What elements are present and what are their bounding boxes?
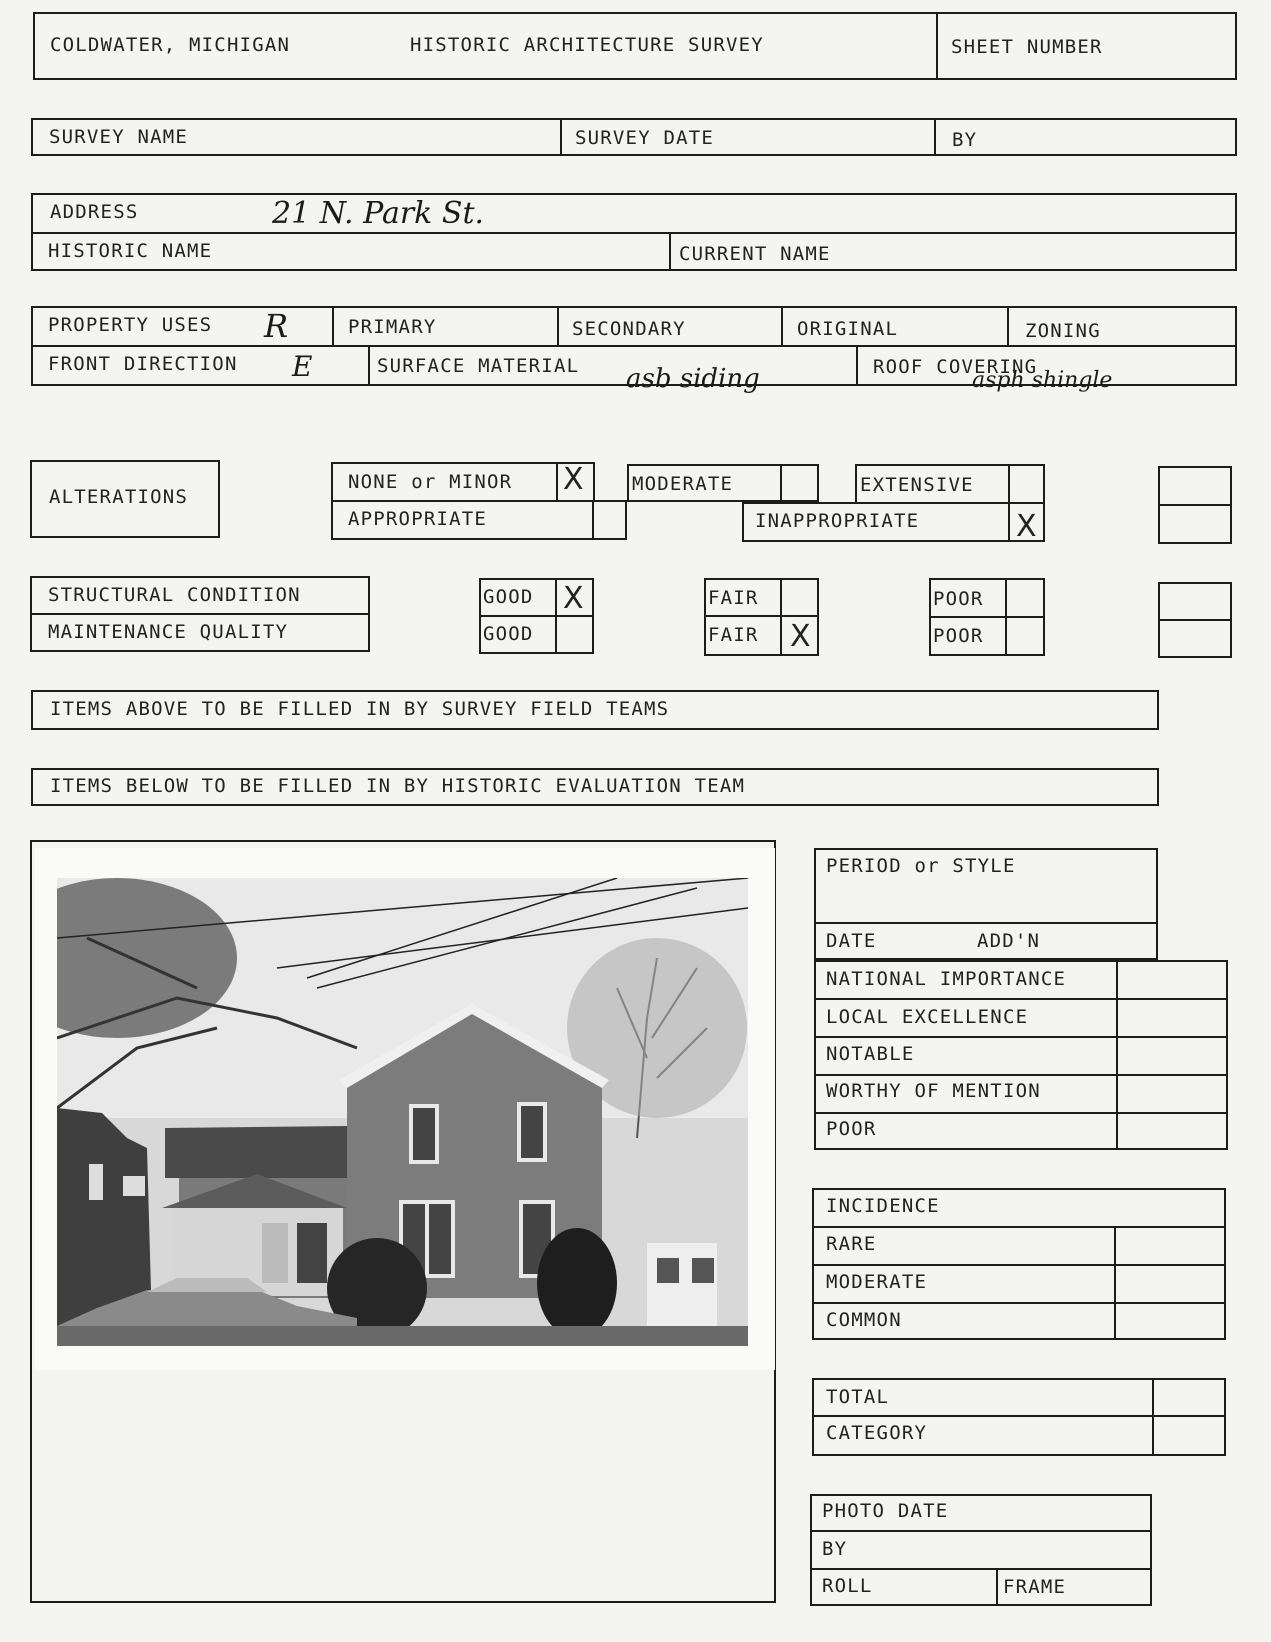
importance-row-2 bbox=[816, 1036, 1226, 1038]
prop-div-6 bbox=[856, 346, 858, 384]
address-label: ADDRESS bbox=[50, 201, 139, 223]
name-divider bbox=[669, 233, 671, 269]
historic-name-label: HISTORIC NAME bbox=[48, 240, 213, 262]
date-label: DATE bbox=[826, 930, 877, 952]
primary-label: PRIMARY bbox=[348, 316, 437, 338]
incidence-score-divider bbox=[1114, 1228, 1116, 1338]
poor-eval-label: POOR bbox=[826, 1118, 877, 1140]
prop-div-3 bbox=[781, 308, 783, 345]
sheet-number-label: SHEET NUMBER bbox=[951, 36, 1103, 58]
alterations-score-divider bbox=[1160, 504, 1230, 506]
moderate-alt-label: MODERATE bbox=[632, 473, 734, 495]
maintenance-poor-label: POOR bbox=[933, 625, 984, 647]
good-checkbox-divider bbox=[555, 580, 557, 652]
maintenance-quality-label: MAINTENANCE QUALITY bbox=[48, 621, 289, 643]
secondary-label: SECONDARY bbox=[572, 318, 686, 340]
prop-div-4 bbox=[1007, 308, 1009, 345]
structural-fair-label: FAIR bbox=[708, 587, 759, 609]
surface-material-value: asb siding bbox=[626, 364, 760, 394]
worthy-of-mention-label: WORTHY OF MENTION bbox=[826, 1080, 1041, 1102]
roll-label: ROLL bbox=[822, 1575, 873, 1597]
condition-score-divider bbox=[1160, 619, 1230, 621]
survey-by-label: BY bbox=[952, 129, 978, 151]
none-minor-mark: X bbox=[563, 462, 584, 497]
incidence-row-1 bbox=[814, 1226, 1224, 1228]
none-minor-label: NONE or MINOR bbox=[348, 471, 513, 493]
photo-by-label: BY bbox=[822, 1538, 848, 1560]
original-label: ORIGINAL bbox=[797, 318, 899, 340]
structural-poor-label: POOR bbox=[933, 588, 984, 610]
notable-label: NOTABLE bbox=[826, 1043, 915, 1065]
prop-div-1 bbox=[332, 308, 334, 345]
items-below-note: ITEMS BELOW TO BE FILLED IN BY HISTORIC EVALUATION TEAM bbox=[50, 775, 746, 797]
prop-div-5 bbox=[368, 346, 370, 384]
moderate-incidence-label: MODERATE bbox=[826, 1271, 928, 1293]
house-photo bbox=[57, 878, 748, 1346]
front-direction-value: E bbox=[292, 350, 313, 383]
survey-date-label: SURVEY DATE bbox=[575, 127, 715, 149]
incidence-row-3 bbox=[814, 1302, 1224, 1304]
incidence-label: INCIDENCE bbox=[826, 1195, 940, 1217]
address-divider bbox=[33, 232, 1235, 234]
survey-name-label: SURVEY NAME bbox=[49, 126, 189, 148]
fair-checkbox-divider bbox=[780, 580, 782, 654]
appropriate-checkbox-divider bbox=[592, 502, 594, 538]
extensive-label: EXTENSIVE bbox=[860, 474, 974, 496]
photo-info-row-1 bbox=[812, 1530, 1150, 1532]
total-score-divider bbox=[1152, 1380, 1154, 1454]
appropriate-label: APPROPRIATE bbox=[348, 508, 488, 530]
photo-info-row-2 bbox=[812, 1568, 1150, 1570]
none-minor-checkbox-divider bbox=[556, 464, 558, 500]
property-uses-label: PROPERTY USES bbox=[48, 314, 213, 336]
period-style-label: PERIOD or STYLE bbox=[826, 855, 1016, 877]
frame-label: FRAME bbox=[1003, 1576, 1067, 1598]
importance-row-4 bbox=[816, 1112, 1226, 1114]
maintenance-good-label: GOOD bbox=[483, 623, 534, 645]
property-uses-value: R bbox=[264, 307, 289, 345]
roof-covering-label: ROOF COVERING bbox=[873, 356, 1038, 378]
survey-divider-2 bbox=[934, 120, 936, 156]
inappropriate-label: INAPPROPRIATE bbox=[755, 510, 920, 532]
photo-date-label: PHOTO DATE bbox=[822, 1500, 949, 1522]
addn-label: ADD'N bbox=[977, 930, 1041, 952]
total-label: TOTAL bbox=[826, 1386, 890, 1408]
prop-div-2 bbox=[557, 308, 559, 345]
survey-divider-1 bbox=[560, 120, 562, 156]
structural-good-mark: X bbox=[563, 581, 584, 616]
national-importance-label: NATIONAL IMPORTANCE bbox=[826, 968, 1067, 990]
maintenance-fair-mark: X bbox=[790, 619, 811, 654]
importance-score-divider bbox=[1116, 962, 1118, 1148]
condition-divider bbox=[32, 613, 368, 615]
structural-good-label: GOOD bbox=[483, 586, 534, 608]
header-divider bbox=[936, 14, 938, 80]
address-value: 21 N. Park St. bbox=[272, 196, 485, 231]
total-divider bbox=[814, 1415, 1224, 1417]
city-label: COLDWATER, MICHIGAN bbox=[50, 34, 291, 56]
poor-checkbox-divider bbox=[1005, 580, 1007, 654]
surface-material-label: SURFACE MATERIAL bbox=[377, 355, 580, 377]
alterations-label: ALTERATIONS bbox=[49, 486, 189, 508]
local-excellence-label: LOCAL EXCELLENCE bbox=[826, 1006, 1029, 1028]
roof-covering-value: asph shingle bbox=[972, 368, 1113, 393]
extensive-divider bbox=[1008, 466, 1010, 502]
poor-divider bbox=[931, 616, 1043, 618]
period-divider bbox=[816, 922, 1156, 924]
importance-row-3 bbox=[816, 1074, 1226, 1076]
common-label: COMMON bbox=[826, 1309, 902, 1331]
category-label: CATEGORY bbox=[826, 1422, 928, 1444]
property-divider bbox=[33, 345, 1235, 347]
items-above-note: ITEMS ABOVE TO BE FILLED IN BY SURVEY FIELD TEAMS bbox=[50, 698, 670, 720]
current-name-label: CURRENT NAME bbox=[679, 243, 831, 265]
moderate-alt-divider bbox=[780, 466, 782, 500]
importance-row-1 bbox=[816, 998, 1226, 1000]
incidence-row-2 bbox=[814, 1264, 1224, 1266]
maintenance-fair-label: FAIR bbox=[708, 624, 759, 646]
inappropriate-divider bbox=[1008, 504, 1010, 540]
rare-label: RARE bbox=[826, 1233, 877, 1255]
house-photo-image bbox=[57, 878, 748, 1346]
roll-frame-divider bbox=[996, 1570, 998, 1604]
zoning-label: ZONING bbox=[1025, 320, 1101, 342]
fair-divider bbox=[706, 615, 817, 617]
structural-condition-label: STRUCTURAL CONDITION bbox=[48, 584, 301, 606]
form-title: HISTORIC ARCHITECTURE SURVEY bbox=[410, 34, 764, 56]
front-direction-label: FRONT DIRECTION bbox=[48, 353, 238, 375]
inappropriate-mark: X bbox=[1016, 509, 1037, 544]
